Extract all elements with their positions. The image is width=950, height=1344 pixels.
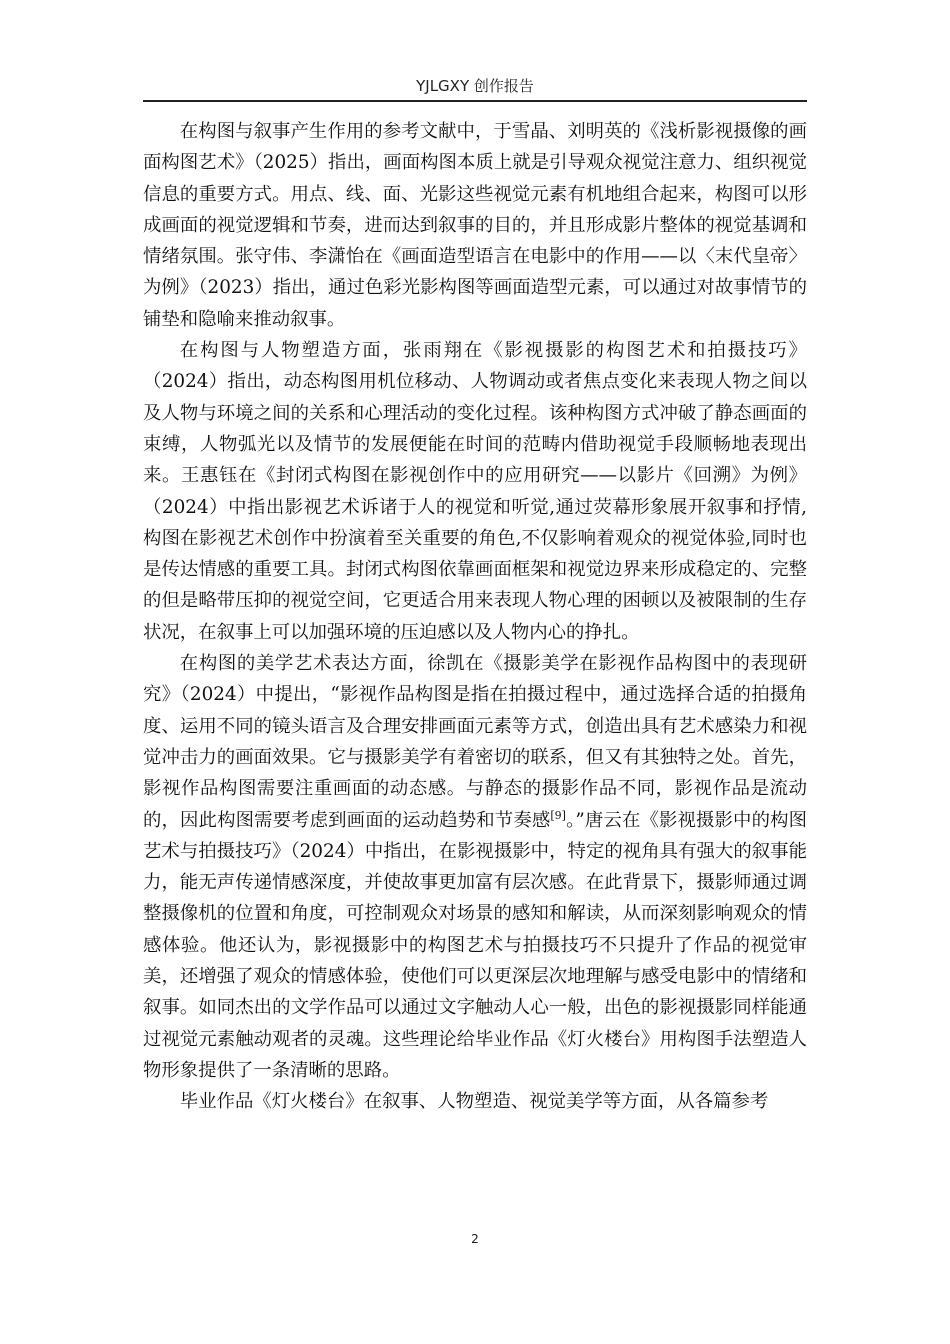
header-divider	[143, 100, 807, 102]
paragraph-composition-character: 在构图与人物塑造方面，张雨翔在《影视摄影的构图艺术和拍摄技巧》（2024）指出，动态构图用机位移动、人物调动或者焦点变化来表现人物之间以及人物与环境之间的关系和心理活动的变化过程。该种构图方式冲破了静态画面的束缚，人物弧光以及情节的发展便能在时间的范畴内借助视觉手段顺畅地表现出来。王惠钰在《封闭式构图在影视创作中的应用研究——以影片《回溯》为例》（2024）中指出影视艺术诉诸于人的视觉和听觉,通过荧幕形象展开叙事和抒情,构图在影视艺术创作中扮演着至关重要的角色,不仅影响着观众的视觉体验,同时也是传达情感的重要工具。封闭式构图依靠画面框架和视觉边界来形成稳定的、完整的但是略带压抑的视觉空间，它更适合用来表现人物心理的困顿以及被限制的生存状况，在叙事上可以加强环境的压迫感以及人物内心的挣扎。	[143, 340, 807, 643]
paragraph-graduation-work: 毕业作品《灯火楼台》在叙事、人物塑造、视觉美学等方面，从各篇参考	[179, 1091, 769, 1113]
paragraph-composition-aesthetics	[143, 648, 807, 1086]
paragraph-text-after-citation: 。”唐云在《影视摄影中的构图艺术与拍摄技巧》（2024）中指出，在影视摄影中，特定的视角具有强大的叙事能力，能无声传递情感深度，并使故事更加富有层次感。在此背景下，摄影师通过调整摄像机的位置和角度，可控制观众对场景的感知和解读，从而深刻影响观众的情感体验。他还认为，影视摄影中的构图艺术与拍摄技巧不只提升了作品的视觉审美，还增强了观众的情感体验，使他们可以更深层次地理解与感受电影中的情绪和叙事。如同杰出的文学作品可以通过文字触动人心一般，出色的影视摄影同样能通过视觉元素触动观者的灵魂。这些理论给毕业作品《灯火楼台》用构图手法塑造人物形象提供了一条清晰的思路。	[143, 809, 807, 1081]
citation-marker: [9]	[550, 808, 566, 822]
page-header: YJLGXY 创作报告	[416, 77, 534, 95]
paragraph-composition-narrative: 在构图与叙事产生作用的参考文献中，于雪晶、刘明英的《浅析影视摄像的画面构图艺术》（2025）指出，画面构图本质上就是引导观众视觉注意力、组织视觉信息的重要方式。用点、线、面、光影这些视觉元素有机地组合起来，构图可以形成画面的视觉逻辑和节奏，进而达到叙事的目的，并且形成影片整体的视觉基调和情绪氛围。张守伟、李潇怡在《画面造型语言在电影中的作用——以〈末代皇帝〉为例》（2023）指出，通过色彩光影构图等画面造型元素，可以通过对故事情节的铺垫和隐喻来推动叙事。	[143, 121, 807, 330]
paragraph-text-before-citation: 在构图的美学艺术表达方面，徐凯在《摄影美学在影视作品构图中的表现研究》（2024）中提出，“影视作品构图是指在拍摄过程中，通过选择合适的拍摄角度、运用不同的镜头语言及合理安排画面元素等方式，创造出具有艺术感染力和视觉冲击力的画面效果。它与摄影美学有着密切的联系，但又有其独特之处。首先，影视作品构图需要注重画面的动态感。与静态的摄影作品不同，影视作品是流动的，因此构图需要考虑到画面的运动趋势和节奏感	[143, 653, 807, 831]
body-text	[143, 116, 807, 1118]
page-number: 2	[471, 1232, 479, 1246]
